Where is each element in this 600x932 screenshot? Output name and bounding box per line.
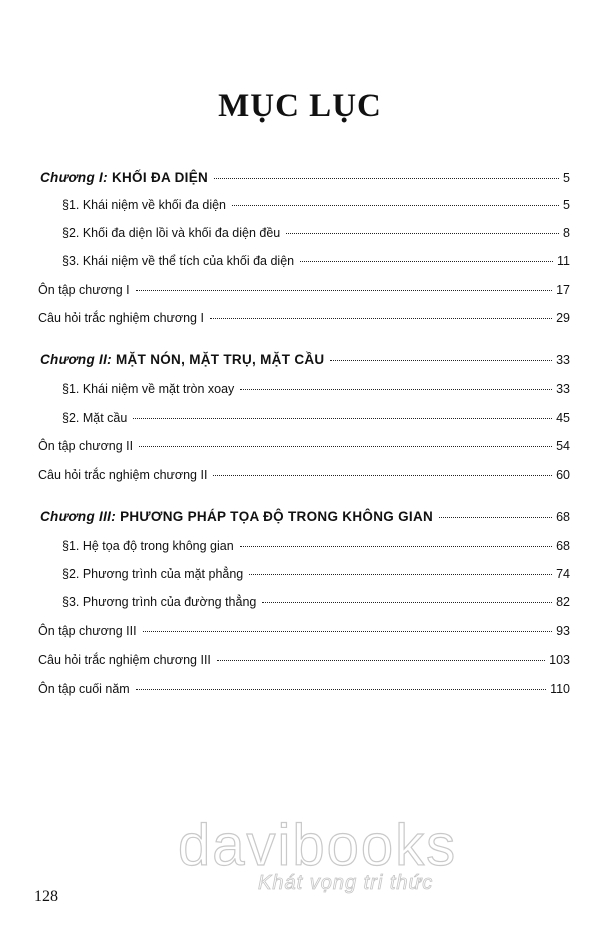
toc-review-row bbox=[38, 310, 570, 326]
toc-page-number: 5 bbox=[563, 198, 570, 212]
toc-entry-label: §3. Phương trình của đường thẳng bbox=[62, 595, 257, 609]
toc-chapter-number: Chương III: bbox=[40, 509, 116, 524]
dot-leader bbox=[240, 546, 552, 547]
toc-page-number: 29 bbox=[556, 311, 570, 325]
toc-page-number: 68 bbox=[556, 539, 570, 553]
toc-entry-label: Câu hỏi trắc nghiệm chương I bbox=[38, 311, 204, 325]
toc-page-number: 110 bbox=[550, 682, 570, 696]
dot-leader bbox=[213, 475, 552, 476]
dot-leader bbox=[139, 446, 552, 447]
dot-leader bbox=[210, 318, 552, 319]
toc-page-number: 74 bbox=[556, 567, 570, 581]
toc-review-row bbox=[38, 681, 570, 697]
dot-leader bbox=[136, 290, 552, 291]
dot-leader bbox=[249, 574, 552, 575]
toc-entry-label bbox=[40, 352, 324, 368]
toc-review-row bbox=[38, 652, 570, 668]
toc-chapter-title: MẶT NÓN, MẶT TRỤ, MẶT CẦU bbox=[116, 352, 325, 367]
toc-section-row bbox=[62, 253, 570, 269]
toc-entry-label: §2. Mặt cầu bbox=[62, 411, 128, 425]
toc-entry-label: Ôn tập chương III bbox=[38, 624, 137, 638]
toc-entry-label: Ôn tập chương II bbox=[38, 439, 134, 453]
toc-section-row bbox=[62, 594, 570, 610]
toc-chapter-title: KHỐI ĐA DIỆN bbox=[111, 170, 209, 185]
toc-review-row bbox=[38, 467, 570, 483]
dot-leader bbox=[133, 418, 552, 419]
toc-entry-label: Câu hỏi trắc nghiệm chương III bbox=[38, 653, 211, 667]
toc-page-number: 11 bbox=[557, 254, 570, 268]
dot-leader bbox=[439, 517, 552, 518]
toc-entry-label bbox=[40, 170, 208, 186]
toc-entry-label: Ôn tập cuối năm bbox=[38, 682, 130, 696]
toc-section-row bbox=[62, 410, 570, 426]
toc-page-number: 103 bbox=[549, 653, 570, 667]
toc-entry-label: §1. Khái niệm về khối đa diện bbox=[62, 198, 226, 212]
toc-chapter-number: Chương I: bbox=[40, 170, 108, 185]
toc-page-number: 5 bbox=[563, 171, 570, 185]
toc-entry-label: §3. Khái niệm về thể tích của khối đa diện bbox=[62, 254, 295, 268]
watermark-brand: davibooks bbox=[178, 813, 458, 878]
toc-page-number: 54 bbox=[556, 439, 570, 453]
toc-section-row bbox=[62, 538, 570, 554]
toc-page-number: 82 bbox=[556, 595, 570, 609]
toc-chapter-number: Chương II: bbox=[40, 352, 112, 367]
toc-section-row bbox=[62, 381, 570, 397]
dot-leader bbox=[300, 261, 553, 262]
watermark-slogan: Khát vọng tri thức bbox=[258, 872, 434, 894]
dot-leader bbox=[240, 389, 552, 390]
dot-leader bbox=[217, 660, 545, 661]
toc-section-row bbox=[62, 566, 570, 582]
toc-review-row bbox=[38, 282, 570, 298]
toc-page-number: 60 bbox=[556, 468, 570, 482]
toc-review-row bbox=[38, 623, 570, 639]
toc-entry-label: Câu hỏi trắc nghiệm chương II bbox=[38, 468, 208, 482]
toc-entry-label: §2. Khối đa diện lồi và khối đa diện đều bbox=[62, 226, 281, 240]
toc-entry-label: §1. Khái niệm về mặt tròn xoay bbox=[62, 382, 235, 396]
dot-leader bbox=[232, 205, 559, 206]
toc-page-number: 93 bbox=[556, 624, 570, 638]
toc-section-row bbox=[62, 197, 570, 213]
dot-leader bbox=[330, 360, 552, 361]
dot-leader bbox=[214, 178, 559, 179]
toc-entry-label: Ôn tập chương I bbox=[38, 283, 130, 297]
dot-leader bbox=[136, 689, 546, 690]
toc-review-row bbox=[38, 438, 570, 454]
toc-page-number: 68 bbox=[556, 510, 570, 524]
dot-leader bbox=[262, 602, 552, 603]
dot-leader bbox=[143, 631, 553, 632]
toc-page-number: 33 bbox=[556, 353, 570, 367]
toc-entry-label bbox=[40, 509, 433, 525]
toc-chapter-row bbox=[40, 170, 570, 186]
toc-page-number: 33 bbox=[556, 382, 570, 396]
toc-entry-label: §2. Phương trình của mặt phẳng bbox=[62, 567, 244, 581]
toc-page-number: 45 bbox=[556, 411, 570, 425]
toc-chapter-row bbox=[40, 352, 570, 368]
dot-leader bbox=[286, 233, 559, 234]
toc-page-number: 8 bbox=[563, 226, 570, 240]
toc-entry-label: §1. Hệ tọa độ trong không gian bbox=[62, 539, 234, 553]
toc-chapter-title: PHƯƠNG PHÁP TỌA ĐỘ TRONG KHÔNG GIAN bbox=[120, 509, 434, 524]
page-number: 128 bbox=[34, 888, 58, 905]
watermark-logo bbox=[0, 812, 600, 902]
toc-page-number: 17 bbox=[556, 283, 570, 297]
toc-chapter-row bbox=[40, 509, 570, 525]
page-title: MỤC LỤC bbox=[218, 88, 382, 124]
toc-section-row bbox=[62, 225, 570, 241]
